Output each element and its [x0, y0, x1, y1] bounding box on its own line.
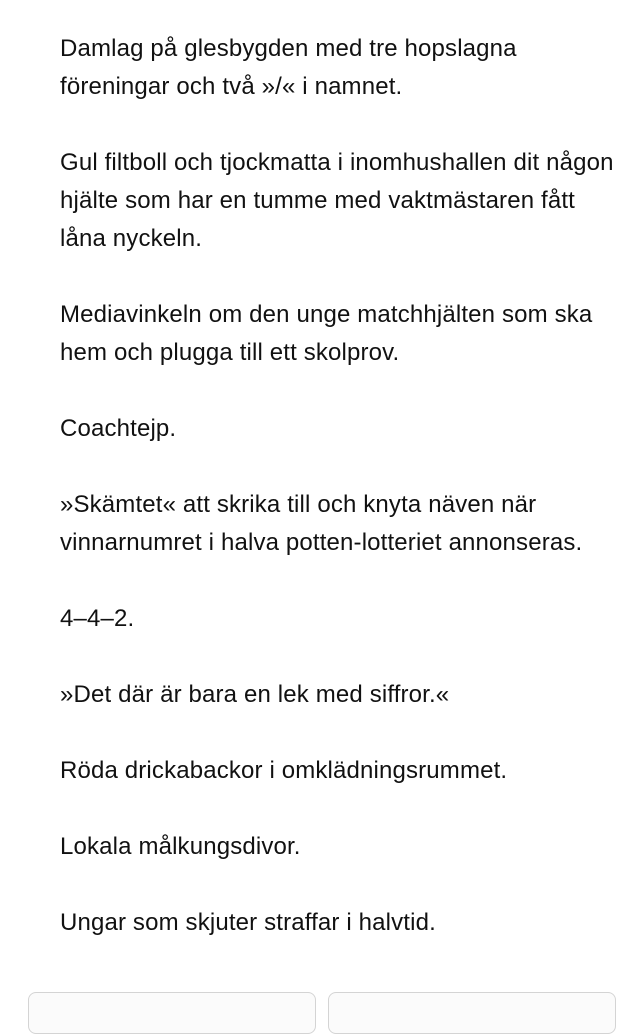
article-body	[60, 30, 620, 980]
article-paragraph: »Det där är bara en lek med siffror.«	[60, 681, 450, 708]
article-paragraph: Röda drickabackor i omklädningsrummet.	[60, 757, 508, 784]
article-paragraph: Gul filtboll och tjockmatta i inomhushallen dit någon hjälte som har en tumme med vaktmästaren fått låna nyckeln.	[60, 149, 614, 252]
article-paragraph: Mediavinkeln om den unge matchhjälten som ska hem och plugga till ett skolprov.	[60, 301, 593, 366]
article-paragraph: Damlag på glesbygden med tre hopslagna föreningar och två »/« i namnet.	[60, 35, 517, 100]
bottom-toolbar	[0, 992, 642, 1000]
article-paragraph: Ungar som skjuter straffar i halvtid.	[60, 909, 436, 936]
article-paragraph: Lokala målkungsdivor.	[60, 833, 301, 860]
article-paragraph: Coachtejp.	[60, 415, 177, 442]
bottom-left-button[interactable]	[28, 992, 316, 1034]
article-paragraph: »Skämtet« att skrika till och knyta näven när vinnarnumret i halva potten-lotteriet annonseras.	[60, 491, 583, 556]
article-paragraph: 4–4–2.	[60, 605, 135, 632]
bottom-right-button[interactable]	[328, 992, 616, 1034]
